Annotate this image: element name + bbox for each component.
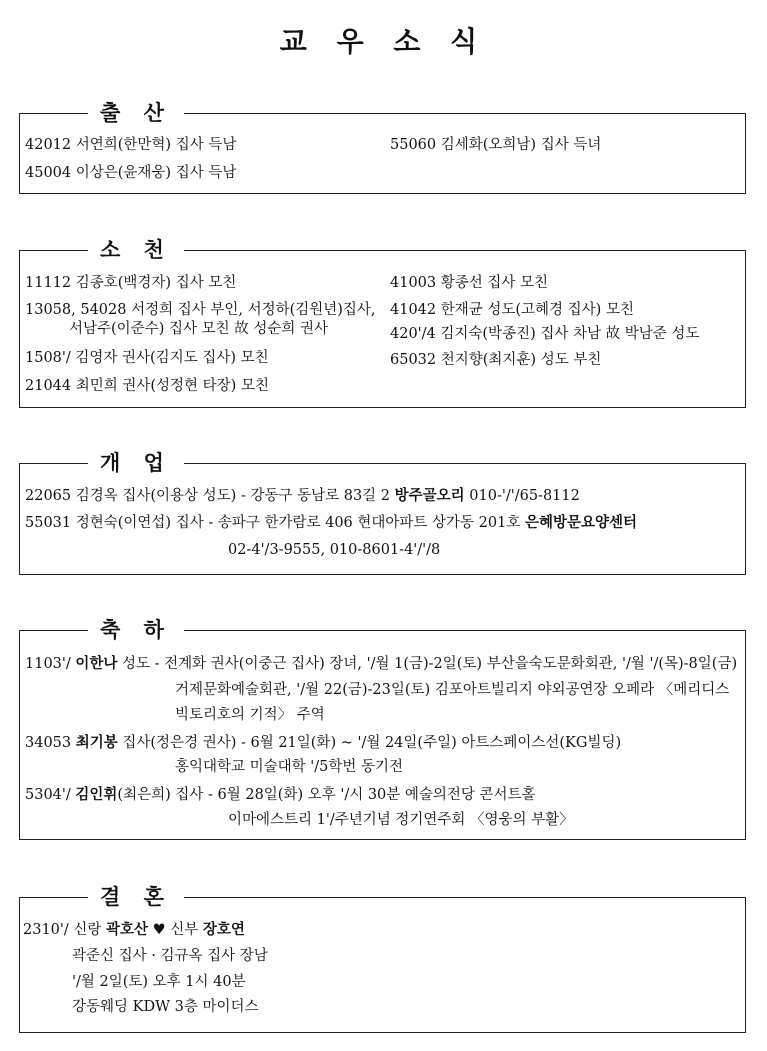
list-item: '/월 2일(토) 오후 1시 40분	[72, 974, 246, 990]
list-item: 빅토리호의 기적〉 주역	[175, 707, 325, 723]
list-item: 11112 김종호(백경자) 집사 모친	[25, 275, 237, 291]
heart-icon: ♥	[148, 922, 171, 938]
list-item: 5304'/ 김인휘(최은희) 집사 - 6월 28일(화) 오후 '/시 30분 예술의전당 콘서트홀	[25, 786, 536, 803]
list-item: 45004 이상은(윤재웅) 집사 득남	[25, 165, 237, 181]
list-item: 거제문화예술회관, '/월 22(금)-23일(토) 김포아트빌리지 야외공연장 오페라 〈메리디스	[175, 682, 730, 698]
list-item: 41042 한재균 성도(고혜경 집사) 모친	[390, 302, 634, 318]
list-item: 13058, 54028 서정희 집사 부인, 서정하(김원년)집사,	[25, 302, 376, 318]
list-item: 41003 황종선 집사 모친	[390, 275, 549, 291]
list-item: 홍익대학교 미술대학 '/5학번 동기전	[175, 759, 404, 775]
section-birth	[19, 100, 746, 194]
list-item: 곽준신 집사 · 김규옥 집사 장남	[72, 948, 268, 964]
page-title: 교 우 소 식	[279, 25, 488, 58]
list-item: 65032 천지향(최지훈) 성도 부친	[390, 352, 602, 368]
list-item: 21044 최민희 권사(성정현 타장) 모친	[25, 378, 269, 394]
list-item: 2310'/ 신랑 곽호산 ♥ 신부 장호연	[23, 921, 245, 938]
section-congrats	[19, 617, 746, 840]
list-item: 34053 최기봉 집사(정은경 권사) - 6월 21일(화) ~ '/월 24일(주일) 아트스페이스선(KG빌딩)	[25, 734, 622, 751]
section-wedding	[19, 884, 746, 1033]
list-item: 02-4'/3-9555, 010-8601-4'/'/8	[228, 542, 441, 558]
list-item: 55060 김세화(오희남) 집사 득녀	[390, 137, 602, 153]
section-birth-heading: 출 산	[88, 98, 184, 128]
section-wedding-heading: 결 혼	[88, 882, 184, 912]
list-item: 강동웨딩 KDW 3층 마이더스	[72, 999, 259, 1015]
section-opening	[19, 450, 746, 575]
section-opening-heading: 개 업	[88, 448, 184, 478]
section-congrats-heading: 축 하	[88, 615, 184, 645]
list-item: 이마에스트리 1'/주년기념 정기연주회 〈영웅의 부활〉	[228, 812, 574, 828]
section-death	[19, 237, 746, 408]
list-item: 55031 정현숙(이연섭) 집사 - 송파구 한가람로 406 현대아파트 상가동 201호 은혜방문요양센터	[25, 514, 638, 531]
list-item: 서남주(이준수) 집사 모친 故 성순희 권사	[69, 321, 328, 337]
list-item: 42012 서연희(한만혁) 집사 득남	[25, 137, 237, 153]
list-item: 420'/4 김지숙(박종진) 집사 차남 故 박남준 성도	[390, 326, 700, 342]
section-death-heading: 소 천	[88, 235, 184, 265]
list-item: 1103'/ 이한나 성도 - 전계화 권사(이중근 집사) 장녀, '/월 1(금)-2일(토) 부산을숙도문화회관, '/월 '/(목)-8일(금)	[25, 655, 738, 672]
list-item: 1508'/ 김영자 권사(김지도 집사) 모친	[25, 350, 269, 366]
list-item: 22065 김경옥 집사(이용상 성도) - 강동구 동남로 83길 2 방주골오리 010-'/'/65-8112	[25, 487, 580, 504]
